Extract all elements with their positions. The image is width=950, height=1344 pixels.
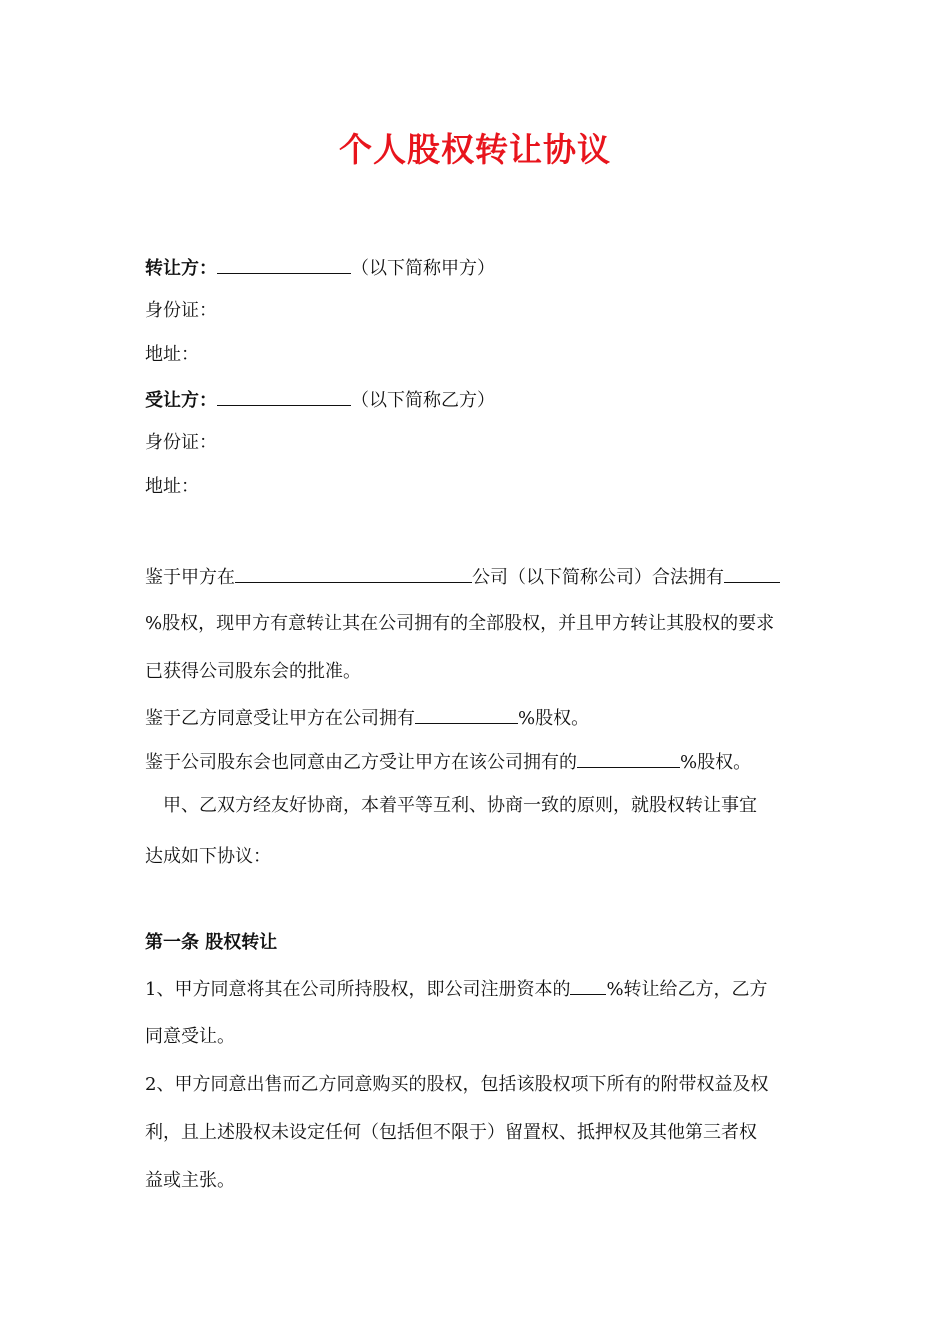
recital-4-line-1	[163, 794, 757, 818]
recital-3-text-b: %股权。	[680, 752, 752, 773]
company-name-blank	[235, 564, 472, 583]
transferee-label: 受让方：	[145, 390, 217, 411]
article-1-p2-line-3	[145, 1169, 235, 1193]
transferee-name-blank	[217, 387, 351, 406]
transferee-address-label: 地址：	[145, 476, 199, 497]
recital-3-line	[145, 749, 751, 775]
article-1-p2-text-a: 2、甲方同意出售而乙方同意购买的股权，包括该股权项下所有的附带权益及权	[145, 1074, 769, 1095]
transferor-label: 转让方：	[145, 258, 217, 279]
recital-3-text-a: 鉴于公司股东会也同意由乙方受让甲方在该公司拥有的	[145, 752, 577, 773]
transferor-address-label: 地址：	[145, 344, 199, 365]
recital-1-text-a: 鉴于甲方在	[145, 567, 235, 588]
recital-1-text-c: %股权，现甲方有意转让其在公司拥有的全部股权，并且甲方转让其股权的要求	[145, 613, 775, 634]
recital-1-text-d: 已获得公司股东会的批准。	[145, 661, 361, 682]
article-1-heading: 第一条 股权转让	[145, 932, 278, 953]
transferor-id-line	[145, 299, 217, 323]
recital-1-line-3	[145, 660, 361, 684]
recital-2-line	[145, 705, 589, 731]
article-1-p2-line-2	[145, 1121, 757, 1145]
recital-1-line-1	[145, 564, 780, 590]
transferor-line	[145, 255, 495, 281]
transferee-line	[145, 387, 495, 413]
transferor-name-blank	[217, 255, 351, 274]
recital-2-text-a: 鉴于乙方同意受让甲方在公司拥有	[145, 708, 415, 729]
article-1-p2-line-1	[145, 1073, 768, 1097]
transferee-id-line	[145, 431, 217, 455]
share-percent-blank-1	[724, 564, 780, 583]
share-percent-blank-2	[415, 705, 518, 724]
transferor-suffix: （以下简称甲方）	[351, 258, 495, 279]
recital-4-text-b: 达成如下协议：	[145, 846, 271, 867]
article-1-p2-text-c: 益或主张。	[145, 1170, 235, 1191]
article-1-p1-text-c: 同意受让。	[145, 1026, 235, 1047]
transferee-address-line	[145, 475, 199, 499]
article-1-p1-line-1	[145, 976, 768, 1002]
article-1-p1-line-2	[145, 1025, 235, 1049]
transferee-suffix: （以下简称乙方）	[351, 390, 495, 411]
transferor-address-line	[145, 343, 199, 367]
recital-1-line-2	[145, 612, 774, 636]
recital-4-text-a: 甲、乙双方经友好协商，本着平等互利、协商一致的原则，就股权转让事宜	[163, 795, 757, 816]
article-1-p1-text-b: %转让给乙方，乙方	[606, 979, 768, 1000]
article-1-p2-text-b: 利，且上述股权未设定任何（包括但不限于）留置权、抵押权及其他第三者权	[145, 1122, 757, 1143]
document-title: 个人股权转让协议	[339, 130, 611, 169]
recital-4-line-2	[145, 845, 271, 869]
recital-1-text-b: 公司（以下简称公司）合法拥有	[472, 567, 724, 588]
transferee-id-label: 身份证：	[145, 432, 217, 453]
transferor-id-label: 身份证：	[145, 300, 217, 321]
recital-2-text-b: %股权。	[518, 708, 590, 729]
registered-capital-percent-blank	[570, 976, 606, 995]
share-percent-blank-3	[577, 749, 680, 768]
article-1-p1-text-a: 1、甲方同意将其在公司所持股权，即公司注册资本的	[145, 979, 571, 1000]
